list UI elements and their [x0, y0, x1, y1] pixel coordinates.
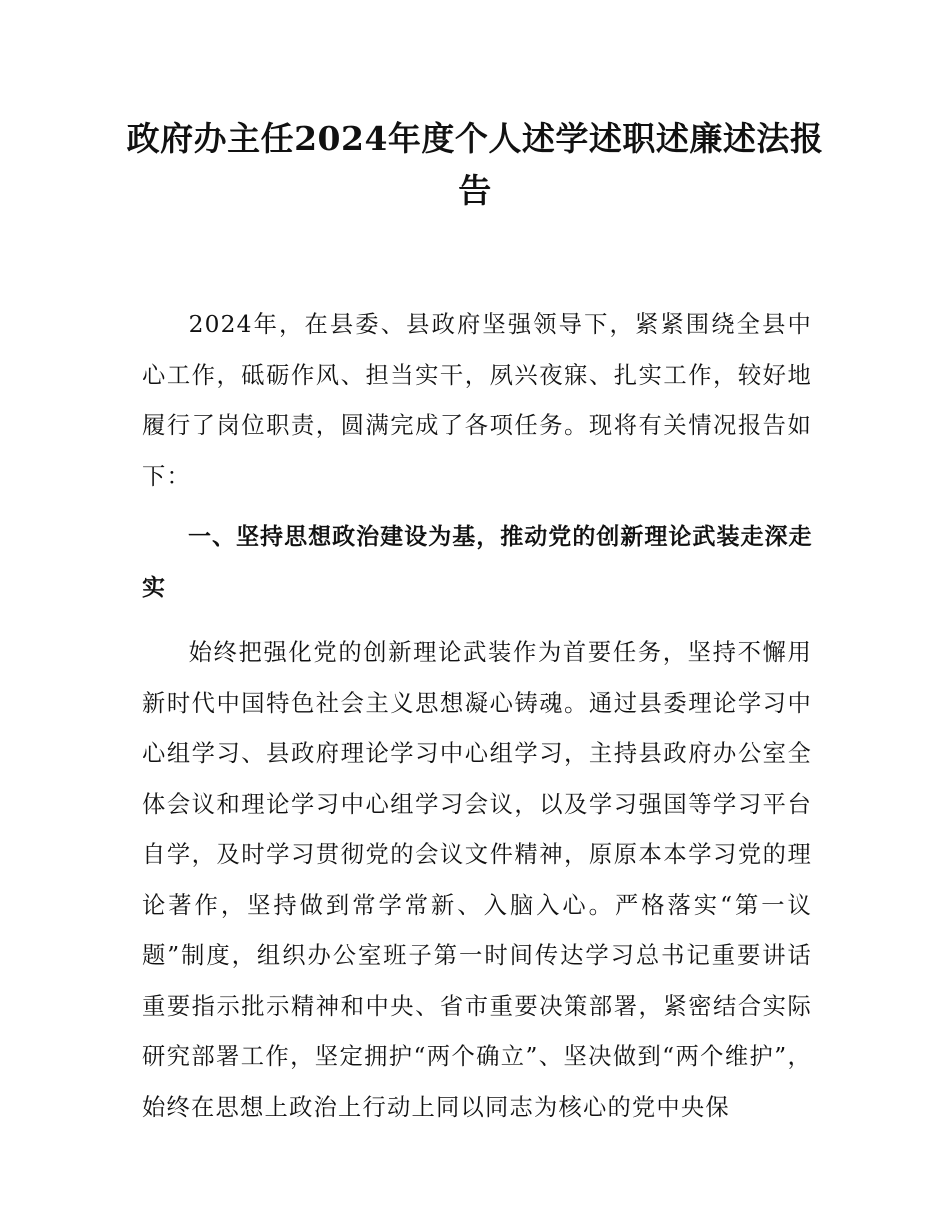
section-1-paragraph: 始终把强化党的创新理论武装作为首要任务，坚持不懈用新时代中国特色社会主义思想凝心铸魂。通过县委理论学习中心组学习、县政府理论学习中心组学习，主持县政府办公室全体会议和理论学习中心组学习会议，以及学习强国等学习平台自学，及时学习贯彻党的会议文件精神，原原本本学习党的理论著作，坚持做到常学常新、入脑入心。严格落实“第一议题”制度，组织办公室班子第一时间传达学习总书记重要讲话重要指示批示精神和中央、省市重要决策部署，紧密结合实际研究部署工作，坚定拥护“两个确立”、坚决做到“两个维护”，始终在思想上政治上行动上同以同志为核心的党中央保 [142, 639, 812, 1121]
intro-paragraph: 2024年，在县委、县政府坚强领导下，紧紧围绕全县中心工作，砥砺作风、担当实干，夙兴夜寐、扎实工作，较好地履行了岗位职责，圆满完成了各项任务。现将有关情况报告如下： [142, 311, 812, 490]
section-heading-1: 一、坚持思想政治建设为基，推动党的创新理论武装走深走实 [142, 524, 812, 601]
document-title: 政府办主任2024年度个人述学述职述廉述法报告 [126, 119, 824, 210]
